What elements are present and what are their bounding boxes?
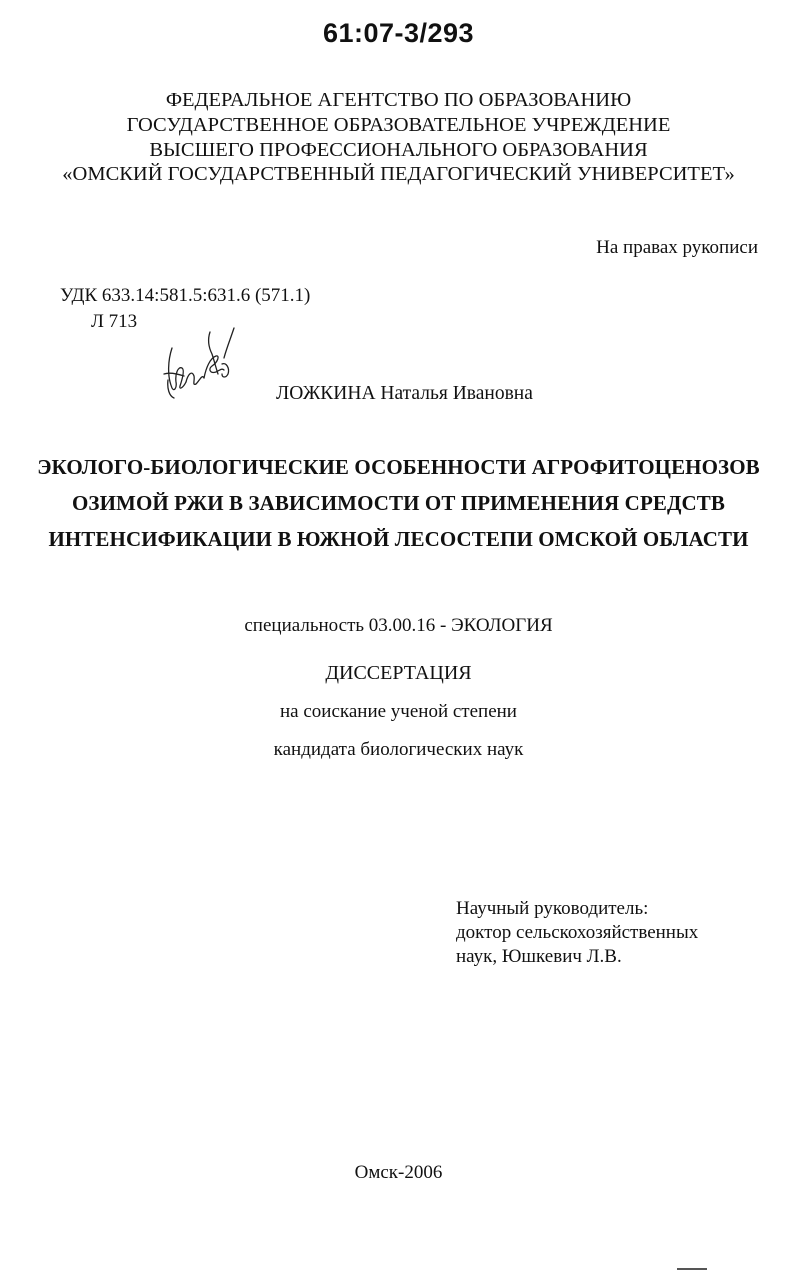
degree-line: кандидата биологических наук — [273, 739, 524, 760]
advisor-degree: доктор сельскохозяйственных — [456, 922, 699, 943]
specialty: специальность 03.00.16 - ЭКОЛОГИЯ — [244, 615, 553, 636]
title-line: ОЗИМОЙ РЖИ В ЗАВИСИМОСТИ ОТ ПРИМЕНЕНИЯ СРЕДСТВ — [71, 491, 725, 515]
manuscript-rights-note: На правах рукописи — [596, 237, 758, 258]
advisor-name: наук, Юшкевич Л.В. — [456, 946, 622, 967]
udk-code: УДК 633.14:581.5:631.6 (571.1) — [60, 285, 311, 306]
institution-line: ГОСУДАРСТВЕННОЕ ОБРАЗОВАТЕЛЬНОЕ УЧРЕЖДЕНИЕ — [126, 114, 671, 136]
title-line: ИНТЕНСИФИКАЦИИ В ЮЖНОЙ ЛЕСОСТЕПИ ОМСКОЙ ОБЛАСТИ — [48, 527, 749, 551]
signature-image — [158, 318, 242, 400]
institution-line: ФЕДЕРАЛЬНОЕ АГЕНТСТВО ПО ОБРАЗОВАНИЮ — [165, 89, 632, 111]
city-year: Омск-2006 — [354, 1162, 443, 1183]
archive-code: 61:07-3/293 — [322, 18, 475, 48]
author-name: ЛОЖКИНА Наталья Ивановна — [276, 383, 533, 404]
library-code: Л 713 — [91, 311, 138, 332]
institution-line: «ОМСКИЙ ГОСУДАРСТВЕННЫЙ ПЕДАГОГИЧЕСКИЙ УНИВЕРСИТЕТ» — [62, 163, 735, 185]
advisor-label: Научный руководитель: — [456, 898, 649, 919]
document-type: ДИССЕРТАЦИЯ — [325, 662, 472, 684]
institution-line: ВЫСШЕГО ПРОФЕССИОНАЛЬНОГО ОБРАЗОВАНИЯ — [149, 139, 648, 161]
degree-line: на соискание ученой степени — [280, 701, 517, 722]
title-line: ЭКОЛОГО-БИОЛОГИЧЕСКИЕ ОСОБЕННОСТИ АГРОФИТОЦЕНОЗОВ — [37, 455, 760, 479]
